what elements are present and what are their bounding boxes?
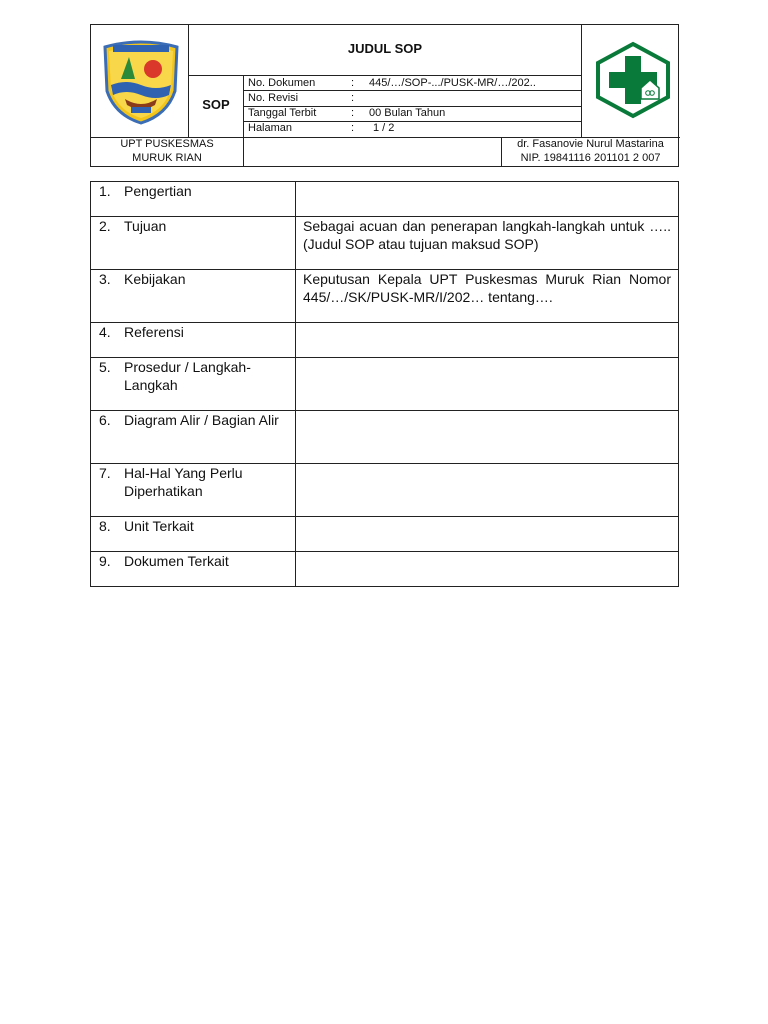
row-number: 3. [99,271,111,287]
field-label-page: Halaman [248,122,293,134]
row-number: 7. [99,465,111,481]
table-row [91,464,679,517]
right-logo-cell [582,25,680,137]
health-cross-logo-icon [594,41,672,119]
table-row [91,411,679,464]
field-separator: : [351,107,355,119]
row-number: 4. [99,324,111,340]
table-row [91,323,679,358]
row-number: 1. [99,183,111,199]
field-label-revision: No. Revisi [248,92,299,104]
signatory-nip: NIP. 19841116 201101 2 007 [520,152,661,164]
signatory-block [501,137,680,165]
institution-name [91,137,243,165]
institution-line-2: MURUK RIAN [132,152,202,164]
table-row [91,270,679,323]
field-separator: : [351,122,355,134]
table-row [91,217,679,270]
institution-line-1: UPT PUSKESMAS [120,138,214,150]
sop-label: SOP [202,97,230,112]
row-label: Referensi [124,324,184,340]
table-row [91,358,679,411]
row-label: Pengertian [124,183,192,199]
regency-emblem-icon [101,39,181,125]
sop-content-table [90,181,679,587]
field-value-issue-date: 00 Bulan Tahun [369,107,446,119]
table-row [91,552,679,587]
field-separator: : [351,77,355,89]
field-value-document-number: 445/…/SOP-.../PUSK-MR/…/202.. [369,77,536,89]
row-value: Keputusan Kepala UPT Puskesmas Muruk Rian Nomor 445/…/SK/PUSK-MR/I/202… tentang…. [303,271,671,305]
row-label: Unit Terkait [124,518,194,534]
row-number: 2. [99,218,111,234]
field-value-page: 1 / 2 [373,122,395,134]
row-label: Kebijakan [124,271,186,287]
row-label: Prosedur / Langkah-Langkah [124,359,251,393]
table-row [91,182,679,217]
row-value: Sebagai acuan dan penerapan langkah-langkah untuk ….. (Judul SOP atau tujuan maksud SOP) [303,218,671,252]
row-number: 8. [99,518,111,534]
row-label: Dokumen Terkait [124,553,229,569]
row-number: 5. [99,359,111,375]
row-label: Tujuan [124,218,167,234]
row-number: 9. [99,553,111,569]
field-label-document-number: No. Dokumen [248,77,316,89]
row-label: Diagram Alir / Bagian Alir [124,412,279,428]
signatory-name: dr. Fasanovie Nurul Mastarina [517,138,664,150]
table-row [91,517,679,552]
sop-header [90,24,679,167]
row-label: Hal-Hal Yang Perlu Diperhatikan [124,465,243,499]
document-title: JUDUL SOP [347,41,423,56]
row-number: 6. [99,412,111,428]
field-separator: : [351,92,355,104]
field-label-issue-date: Tanggal Terbit [248,107,317,119]
